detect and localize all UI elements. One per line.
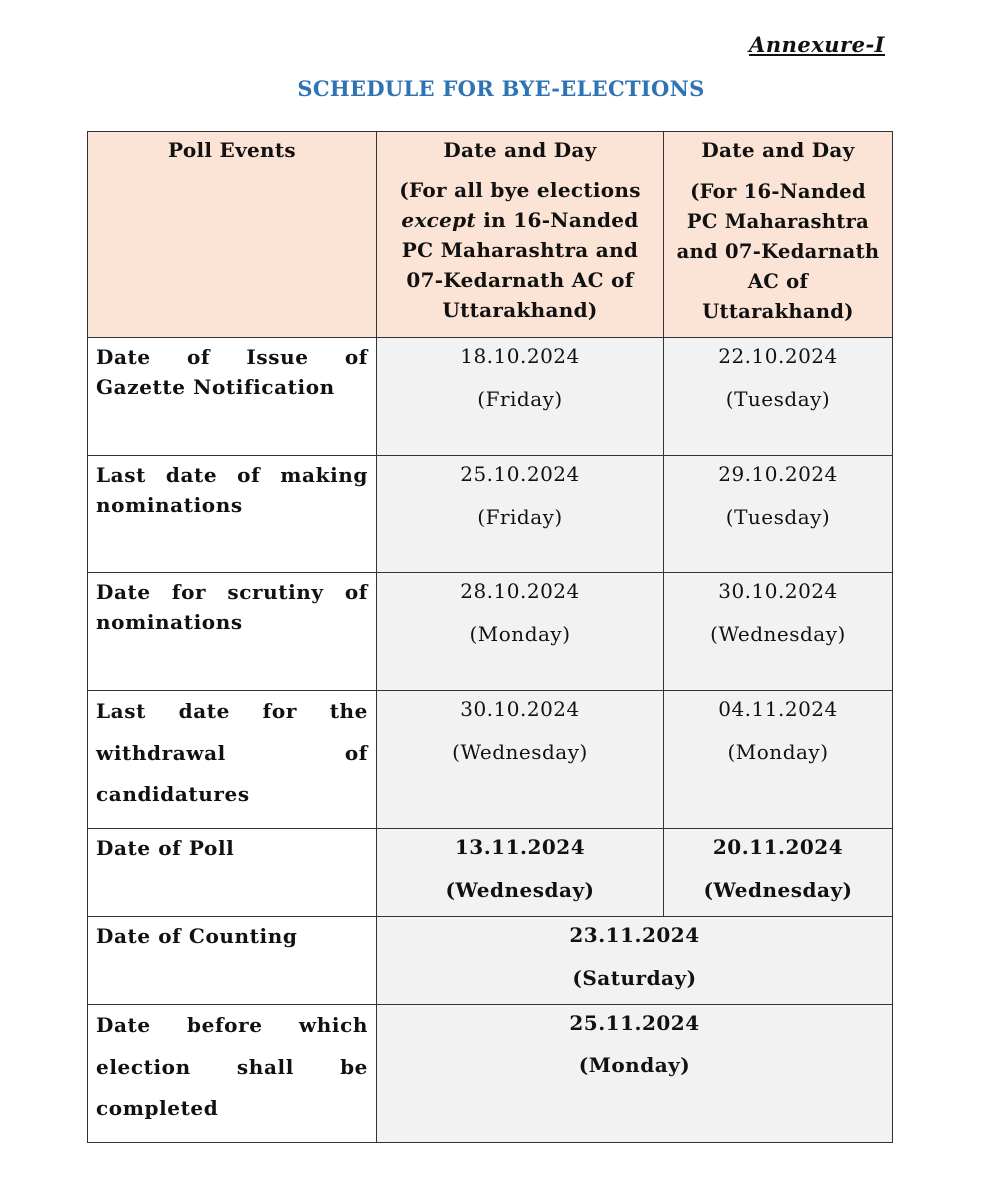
day-value: (Monday) (578, 1053, 691, 1077)
date-value: 30.10.2024 (460, 697, 580, 721)
date-value: 20.11.2024 (712, 835, 844, 859)
event-label: Date before which election shall be completed (96, 1013, 368, 1120)
date-value: 25.10.2024 (460, 462, 580, 486)
day-value: (Saturday) (572, 966, 697, 990)
date-value: 30.10.2024 (718, 579, 838, 603)
event-label: Date of Counting (96, 924, 298, 948)
event-label: Last date of making nominations (96, 463, 368, 517)
day-value: (Wednesday) (710, 622, 846, 646)
date-value: 25.11.2024 (569, 1011, 700, 1035)
day-value: (Wednesday) (703, 878, 853, 902)
day-value: (Monday) (469, 622, 571, 646)
table-row-counting (88, 917, 893, 1005)
day-value: (Tuesday) (725, 387, 831, 411)
day-value: (Friday) (477, 387, 563, 411)
date-value: 29.10.2024 (718, 462, 838, 486)
day-value: (Friday) (477, 505, 563, 529)
emphasis-except: except (401, 208, 476, 232)
date-value: 13.11.2024 (454, 835, 586, 859)
date-value: 22.10.2024 (718, 344, 838, 368)
day-value: (Monday) (727, 740, 829, 764)
day-value: (Tuesday) (725, 505, 831, 529)
date-value: 23.11.2024 (569, 923, 700, 947)
date-value: 18.10.2024 (460, 344, 580, 368)
event-label: Date of Issue of Gazette Notification (96, 345, 368, 399)
table-row (88, 573, 893, 691)
date-value: 04.11.2024 (718, 697, 838, 721)
table-header-row (88, 132, 893, 338)
document-title: SCHEDULE FOR BYE-ELECTIONS (297, 76, 705, 101)
header-date-special (664, 132, 893, 338)
table-row (88, 691, 893, 829)
header-date-special-subtitle: (For 16-Nanded PC Maharashtra and 07-Kedarnath AC of Uttarakhand) (676, 180, 880, 323)
header-date-special-title: Date and Day (701, 138, 855, 162)
header-date-general-title: Date and Day (443, 138, 597, 162)
event-label: Last date for the withdrawal of candidatures (96, 699, 368, 806)
header-date-general (377, 132, 664, 338)
date-value: 28.10.2024 (460, 579, 580, 603)
schedule-table (87, 131, 893, 1143)
header-date-general-subtitle: (For all bye elections except in 16-Nanded PC Maharashtra and 07-Kedarnath AC of Uttarakhand) (399, 178, 641, 322)
event-label: Date for scrutiny of nominations (96, 580, 368, 634)
event-label: Date of Poll (96, 836, 235, 860)
day-value: (Wednesday) (452, 740, 588, 764)
header-poll-events (88, 132, 377, 338)
annexure-label: Annexure-I (749, 32, 885, 57)
table-row (88, 456, 893, 573)
table-row-completion (88, 1005, 893, 1143)
table-row (88, 338, 893, 456)
day-value: (Wednesday) (445, 878, 595, 902)
header-poll-events-label: Poll Events (168, 138, 296, 162)
table-row-poll (88, 829, 893, 917)
